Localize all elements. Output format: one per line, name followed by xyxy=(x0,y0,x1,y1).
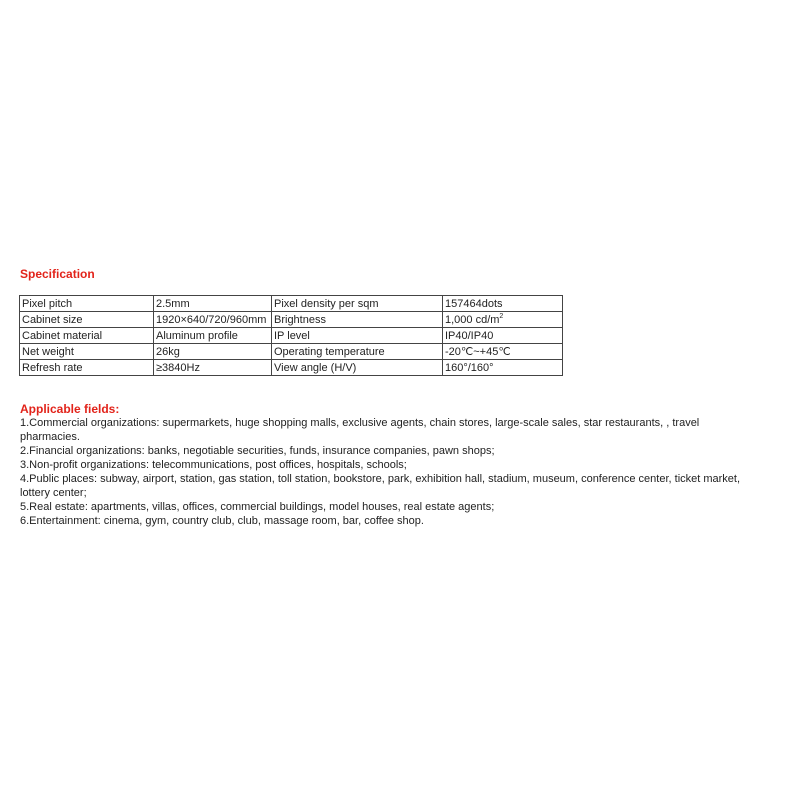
spec-label: Cabinet material xyxy=(20,328,154,344)
unit-superscript: 2 xyxy=(499,312,504,320)
spec-value: 1920×640/720/960mm xyxy=(154,312,272,328)
list-item: 6.Entertainment: cinema, gym, country club, club, massage room, bar, coffee shop. xyxy=(20,515,424,527)
table-row xyxy=(20,344,563,360)
table-row xyxy=(20,296,563,312)
spec-label: Refresh rate xyxy=(20,360,154,376)
list-item: 1.Commercial organizations: supermarkets, huge shopping malls, exclusive agents, chain stores, large-scale sales, star restaurants, , travel pharmacies. xyxy=(20,417,700,443)
spec-value: Aluminum profile xyxy=(154,328,272,344)
spec-value: -20℃~+45℃ xyxy=(443,344,563,360)
specification-table xyxy=(19,295,563,376)
spec-label: Cabinet size xyxy=(20,312,154,328)
table-row xyxy=(20,328,563,344)
spec-label: View angle (H/V) xyxy=(272,360,443,376)
brightness-value: 1,000 cd/m xyxy=(445,313,500,326)
spec-value: ≥3840Hz xyxy=(154,360,272,376)
applicable-fields-heading: Applicable fields: xyxy=(20,402,120,416)
applicable-fields-list xyxy=(20,416,750,528)
list-item: 3.Non-profit organizations: telecommunications, post offices, hospitals, schools; xyxy=(20,459,407,471)
spec-label: IP level xyxy=(272,328,443,344)
spec-value: 157464dots xyxy=(443,296,563,312)
spec-label: Pixel pitch xyxy=(20,296,154,312)
list-item: 5.Real estate: apartments, villas, offices, commercial buildings, model houses, real estate agents; xyxy=(20,501,495,513)
spec-label: Pixel density per sqm xyxy=(272,296,443,312)
spec-label: Operating temperature xyxy=(272,344,443,360)
table-row xyxy=(20,312,563,328)
list-item: 4.Public places: subway, airport, station, gas station, toll station, bookstore, park, exhibition hall, stadium, museum, conference center, ticket market, lottery center; xyxy=(20,473,741,499)
spec-value: 26kg xyxy=(154,344,272,360)
spec-value: IP40/IP40 xyxy=(443,328,563,344)
specification-heading: Specification xyxy=(20,267,95,281)
spec-label: Brightness xyxy=(272,312,443,328)
spec-value xyxy=(443,312,563,328)
spec-value: 2.5mm xyxy=(154,296,272,312)
table-row xyxy=(20,360,563,376)
spec-value: 160°/160° xyxy=(443,360,563,376)
spec-label: Net weight xyxy=(20,344,154,360)
list-item: 2.Financial organizations: banks, negotiable securities, funds, insurance companies, pawn shops; xyxy=(20,445,495,457)
